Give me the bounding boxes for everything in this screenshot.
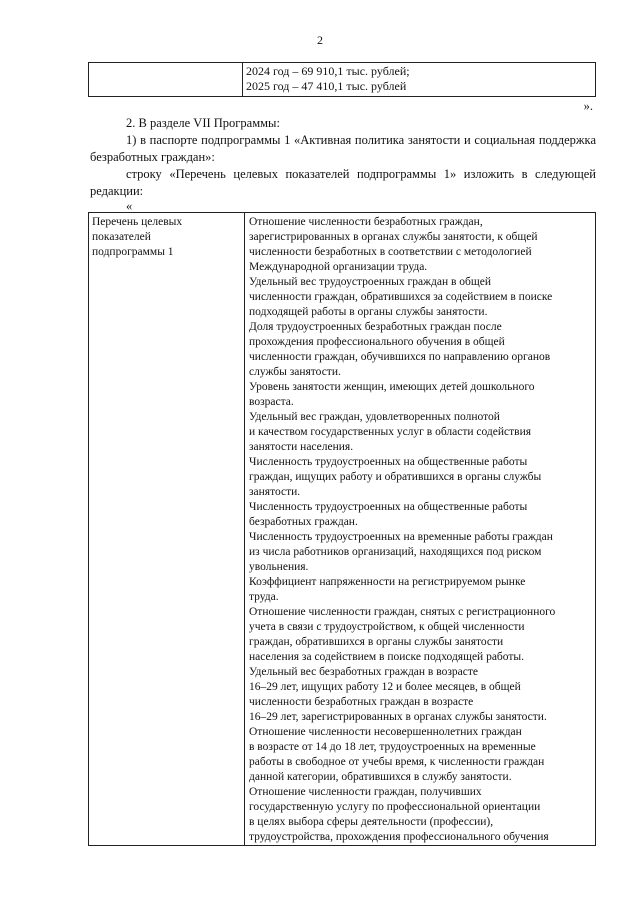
indicator-line: 16–29 лет, ищущих работу 12 и более месяцев, в общей	[249, 681, 521, 693]
indicator-item	[249, 275, 593, 320]
indicator-line: возраста.	[249, 396, 294, 408]
indicator-line: труда.	[249, 591, 279, 603]
indicator-line: Международной организации труда.	[249, 261, 428, 273]
indicator-line: Численность трудоустроенных на общественные работы	[249, 456, 528, 468]
indicator-line: подходящей работы в органы службы занятости.	[249, 306, 488, 318]
line-replacement-paragraph: строку «Перечень целевых показателей подпрограммы 1» изложить в следующей редакции:	[90, 167, 596, 198]
indicator-line: работы в свободное от учебы время, к численности граждан	[249, 756, 545, 768]
funding-2024-line: 2024 год – 69 910,1 тыс. рублей;	[246, 64, 410, 78]
indicator-line: граждан, ищущих работу и обратившихся в органы службы	[249, 471, 542, 483]
section-paragraph: 2. В разделе VII Программы:	[126, 116, 280, 130]
indicator-line: государственную услугу по профессиональной ориентации	[249, 801, 541, 813]
indicator-line: увольнения.	[249, 561, 309, 573]
page-number: 2	[317, 33, 323, 47]
indicator-line: численности граждан, обратившихся за содействием в поиске	[249, 291, 553, 303]
indicator-line: трудоустройства, прохождения профессионального обучения	[249, 831, 549, 843]
indicator-line: Численность трудоустроенных на временные работы граждан	[249, 531, 553, 543]
funding-table-empty-cell	[89, 63, 243, 97]
indicator-item	[249, 725, 593, 785]
indicator-line: учета в связи с трудоустройством, к общей численности	[249, 621, 525, 633]
indicator-line: граждан, обратившихся в органы службы занятости	[249, 636, 504, 648]
indicator-line: в целях выбора сферы деятельности (профессии),	[249, 816, 494, 828]
indicator-line: данной категории, обратившихся в службу занятости.	[249, 771, 512, 783]
indicator-line: Уровень занятости женщин, имеющих детей дошкольного	[249, 381, 535, 393]
indicator-line: Отношение численности несовершеннолетних граждан	[249, 726, 522, 738]
indicator-item	[249, 410, 593, 455]
indicator-line: Отношение численности граждан, снятых с регистрационного	[249, 606, 556, 618]
item1-paragraph: 1) в паспорте подпрограммы 1 «Активная политика занятости и социальная поддержка безработных граждан»:	[90, 133, 596, 164]
indicator-item	[249, 500, 593, 530]
indicator-line: службы занятости.	[249, 366, 341, 378]
indicator-item	[249, 785, 593, 845]
indicator-line: безработных граждан.	[249, 516, 358, 528]
indicator-line: Коэффициент напряженности на регистрируемом рынке	[249, 576, 526, 588]
indicators-label-cell	[89, 213, 245, 846]
indicator-line: численности безработных граждан в возрасте	[249, 696, 474, 708]
indicator-line: из числа работников организаций, находящихся под риском	[249, 546, 542, 558]
indicator-line: занятости населения.	[249, 441, 354, 453]
indicator-item	[249, 605, 593, 665]
indicators-list-cell	[245, 213, 596, 846]
indicator-line: численности граждан, обучившихся по направлению органов	[249, 351, 551, 363]
indicator-item	[249, 575, 593, 605]
indicator-line: Удельный вес безработных граждан в возрасте	[249, 666, 478, 678]
indicators-table	[88, 212, 596, 846]
indicator-line: Удельный вес граждан, удовлетворенных полнотой	[249, 411, 500, 423]
indicator-item	[249, 380, 593, 410]
indicator-line: Доля трудоустроенных безработных граждан после	[249, 321, 502, 333]
closing-quote: ».	[583, 99, 593, 113]
indicator-item	[249, 665, 593, 725]
indicator-line: прохождения профессионального обучения в общей	[249, 336, 505, 348]
opening-quote: «	[126, 199, 133, 213]
indicator-item	[249, 455, 593, 500]
indicator-item	[249, 320, 593, 380]
indicator-line: Численность трудоустроенных на общественные работы	[249, 501, 528, 513]
indicator-line: зарегистрированных в органах службы занятости, к общей	[249, 231, 538, 243]
funding-2025-line: 2025 год – 47 410,1 тыс. рублей	[246, 79, 407, 93]
indicator-line: Удельный вес трудоустроенных граждан в общей	[249, 276, 492, 288]
funding-table-fragment	[88, 62, 596, 97]
indicator-line: Отношение численности граждан, получивших	[249, 786, 482, 798]
indicator-line: в возрасте от 14 до 18 лет, трудоустроенных на временные	[249, 741, 536, 753]
indicator-line: и качеством государственных услуг в области содействия	[249, 426, 532, 438]
indicator-line: численности безработных в соответствии с методологией	[249, 246, 532, 258]
indicator-line: Отношение численности безработных граждан,	[249, 216, 483, 228]
label-line: Перечень целевых	[92, 216, 183, 228]
indicator-item	[249, 215, 593, 275]
indicator-line: 16–29 лет, зарегистрированных в органах службы занятости.	[249, 711, 547, 723]
indicator-line: занятости.	[249, 486, 301, 498]
label-line: подпрограммы 1	[92, 246, 174, 258]
funding-table-values-cell	[243, 63, 596, 97]
indicator-line: населения за содействием в поиске подходящей работы.	[249, 651, 525, 663]
label-line: показателей	[92, 231, 151, 243]
indicator-item	[249, 530, 593, 575]
